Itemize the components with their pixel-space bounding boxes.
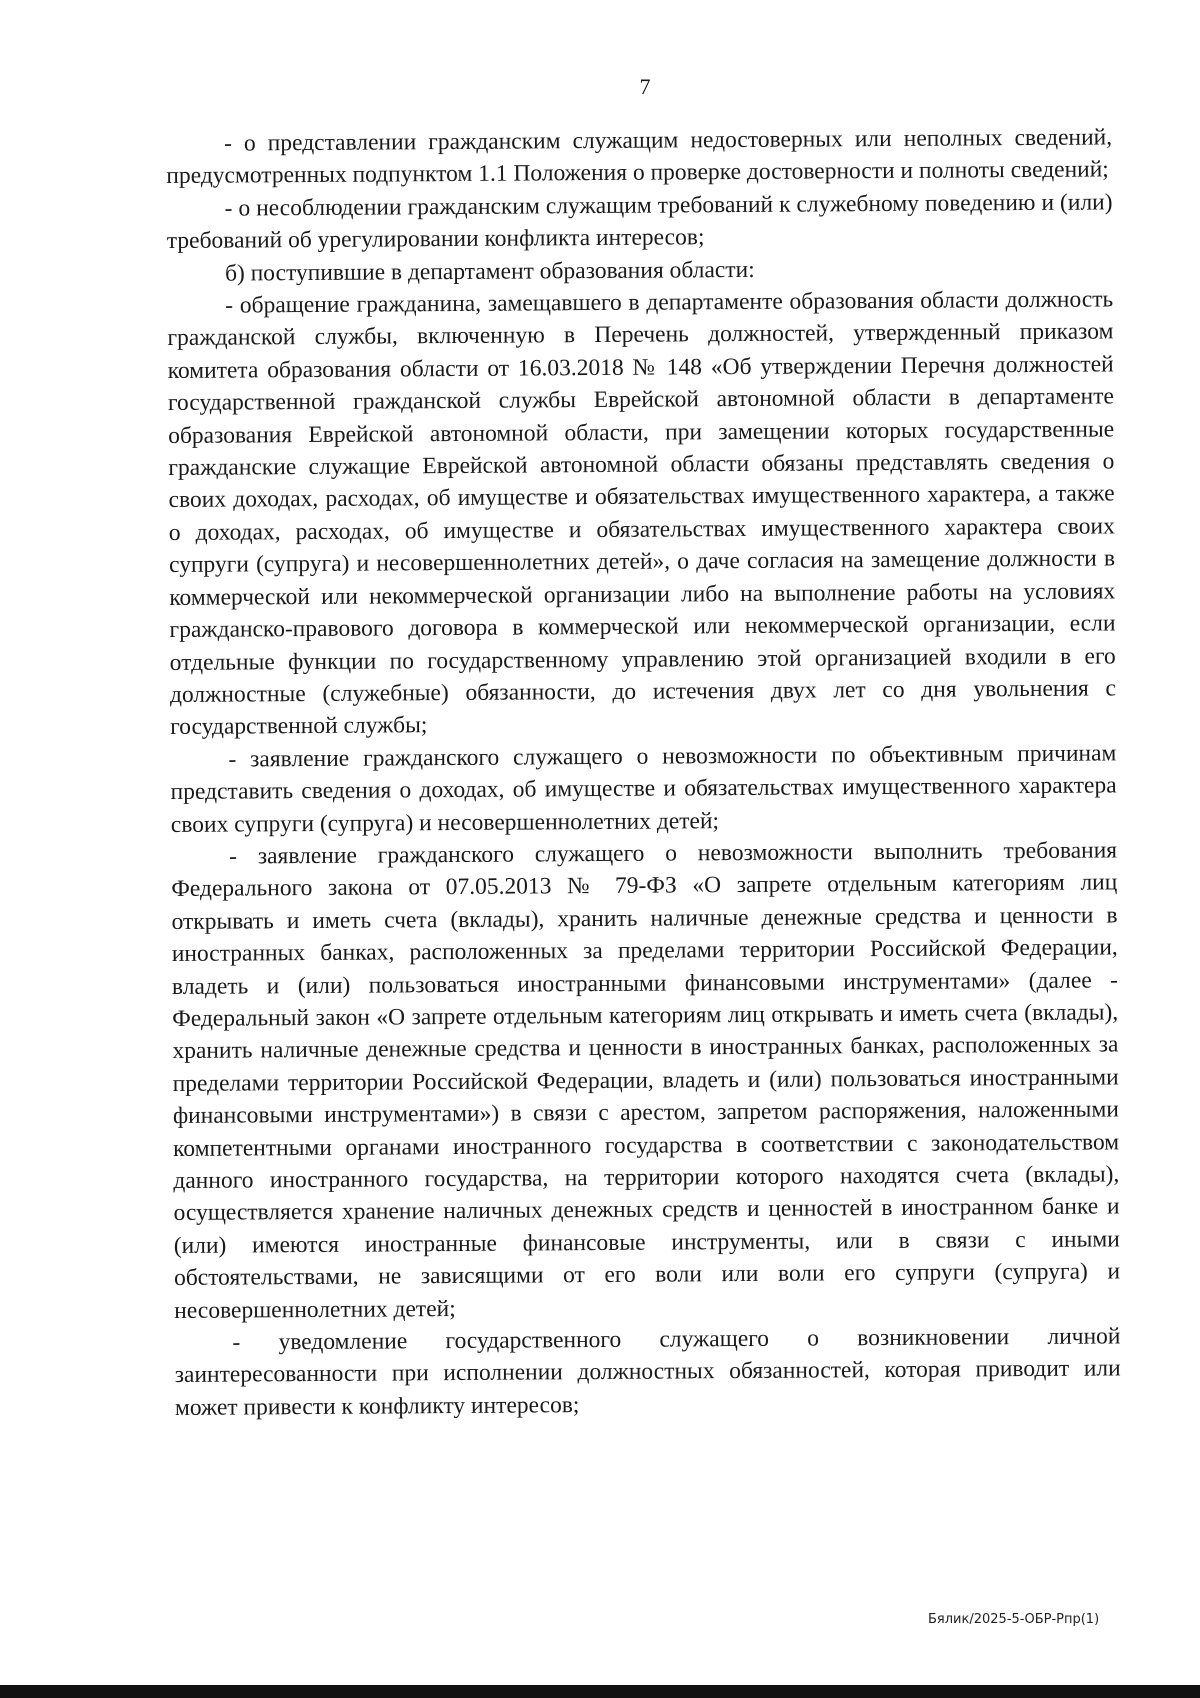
paragraph: - о несоблюдении гражданским служащим требований к служебному поведению и (или) требований об урегулировании конфликта интересов; (166, 189, 1113, 255)
document-reference-code: Бялик/2025-5-ОБР-Рпр(1) (928, 1612, 1100, 1627)
paragraph: - обращение гражданина, замещавшего в департаменте образования области должность гражданской службы, включенную в Перечень должностей, утвержденный приказом комитета образования области от 16.03.2018 № 148 «Об утверждении Перечня должностей государственной гражданской службы Еврейской автономной области в департаменте образования Еврейской автономной области, при замещении которых государственные гражданские служащие Еврейской автономной области обязаны представлять сведения о своих доходах, расходах, об имуществе и обязательствах имущественного характера, а также о доходах, расходах, об имуществе и обязательствах имущественного характера своих супруги (супруга) и несовершеннолетних детей», о даче согласия на замещение должности в коммерческой или некоммерческой организации либо на выполнение работы на условиях гражданско-правового договора в коммерческой или некоммерческой организации, если отдельные функции по государственному управлению этой организацией входили в его должностные (служебные) обязанности, до истечения двух лет со дня увольнения с государственной службы; (167, 286, 1117, 741)
paragraph: - уведомление государственного служащего о возникновении личной заинтересованности при исполнении должностных обязанностей, которая приводит или может привести к конфликту интересов; (174, 1323, 1121, 1421)
paragraph: - заявление гражданского служащего о невозможности выполнить требования Федерального закона от 07.05.2013 № 79-ФЗ «О запрете отдельным категориям лиц открывать и иметь счета (вклады), хранить наличные денежные средства и ценности в иностранных банках, расположенных за пределами территории Российской Федерации, владеть и (или) пользоваться иностранными финансовыми инструментами» (далее - Федеральный закон «О запрете отдельным категориям лиц открывать и иметь счета (вклады), хранить наличные денежные средства и ценности в иностранных банках, расположенных за пределами территории Российской Федерации, владеть и (или) пользоваться иностранными финансовыми инструментами») в связи с арестом, запретом распоряжения, наложенными компетентными органами иностранного государства в соответствии с законодательством данного иностранного государства, на территории которого находятся счета (вклады), осуществляется хранение наличных денежных средств и ценностей в иностранном банке и (или) имеются иностранные финансовые инструменты, или в связи с иными обстоятельствами, не зависящими от его воли или воли его супруги (супруга) и несовершеннолетних детей; (171, 837, 1121, 1324)
paragraph: б) поступившие в департамент образования области: (224, 256, 755, 287)
page-number: 7 (639, 74, 651, 99)
paragraph: - заявление гражданского служащего о невозможности по объективным причинам представить сведения о доходах, об имуществе и обязательствах имущественного характера своих супруги (супруга) и несовершеннолетних детей; (170, 740, 1117, 838)
document-body (166, 121, 1121, 1424)
scan-edge (0, 1685, 1200, 1698)
paragraph: - о представлении гражданским служащим недостоверных или неполных сведений, предусмотренных подпунктом 1.1 Положения о проверке достоверности и полноты сведений; (166, 124, 1113, 190)
